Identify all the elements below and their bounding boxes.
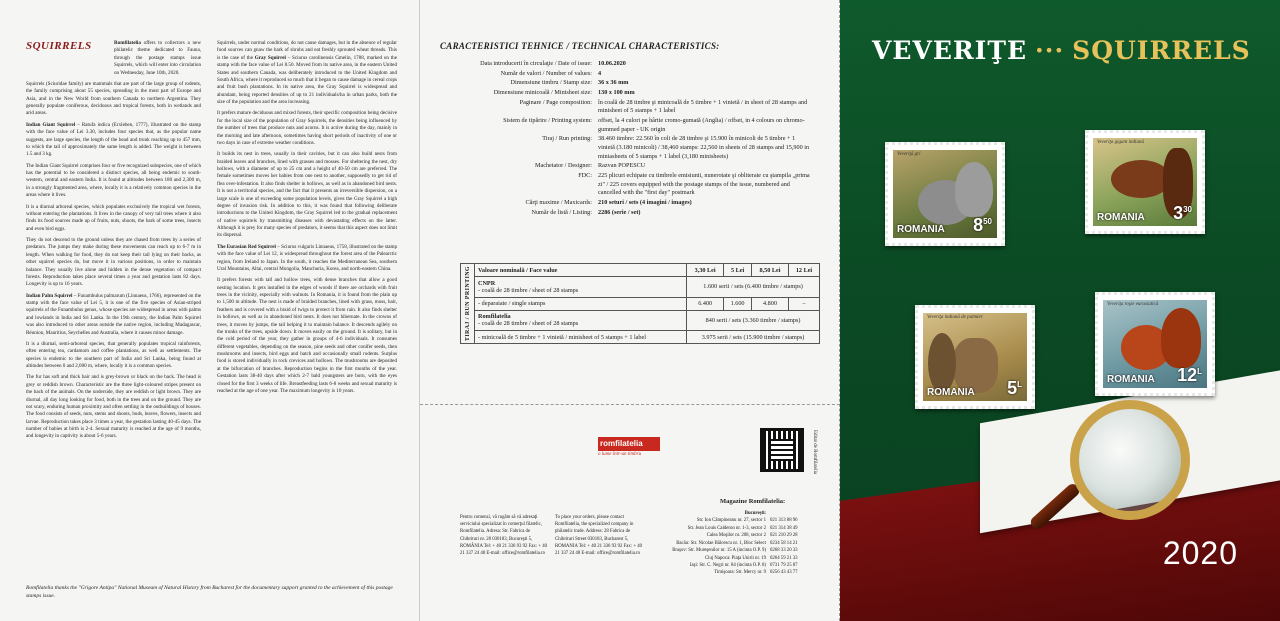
issue-year: 2020	[1162, 535, 1238, 571]
spec-row	[420, 162, 840, 171]
title-separator: ···	[1035, 36, 1065, 65]
cell: 1.600	[724, 297, 752, 310]
technical-page	[420, 0, 840, 621]
stamp-value: 8	[973, 215, 984, 235]
spec-value: 10.06.2020	[598, 60, 626, 67]
spec-list	[420, 60, 840, 218]
store-phone: 021 314 38 49	[770, 525, 798, 531]
stamp-gray-squirrel[interactable]	[885, 142, 1005, 246]
magnifying-glass-icon	[1070, 400, 1190, 520]
row-label: - coală de 28 timbre / sheet of 28 stamps	[478, 286, 579, 294]
spec-label: Paginare / Page composition:	[519, 98, 592, 106]
stamp-caption: Veveriţa indiană de palmier	[927, 315, 983, 320]
spec-value: 2286 (serie / set)	[598, 208, 641, 216]
run-printing-table	[460, 263, 820, 344]
spec-row	[420, 99, 840, 116]
spec-value: offset, la 4 culori pe hârtie cromo-gumată (Anglia) / offset, in 4 colours on chromo-gummed paper - UK origin	[598, 117, 805, 133]
store-address: Calea Moşilor nr. 208, sector 2	[706, 533, 766, 539]
paragraph: Squirrels, under normal conditions, do not cause damages, but in the absence of regular food sources can gnaw the bark of shrubs and eat freshly sprouted wheat threads. This is the case of the	[217, 40, 397, 61]
stamp-indian-palm-squirrel[interactable]	[915, 305, 1035, 409]
spec-label: Număr de valori / Number of values:	[500, 69, 592, 77]
row-value: 3.975 serii / sets (15.900 timbre / stamps)	[687, 331, 820, 344]
paragraph: It builds its nest in trees, usually in their cavities, but it can also build nests from braided leaves and branches, lined with grasses and mosses. For sheltering the nest, dry hollows, with a diameter of up to 25 cm and a height of 40-50 cm are preferred. The female sometimes moves her babies from one nest to another, supposedly to get rid of flea over-infestation. It also finds shelter in hollows, as well as in abandoned bird nests. It is not a territorial species, and the fact that it presents an irreversible dispersion, on a large scale is one of exceeding some population levels, gives the Gray Squirrel a high degree of invasion risk. In addition to this, it was found that following deliberate introductions to the United Kingdom, the Gray Squirrel led to the gradual replacement of native squirrels by transmitting diseases with devastating effects on the latter. Although it is prey for many species of predators, it seems that this aspect does not limit its dispersal.	[217, 151, 397, 239]
store-address: Bacău: Str. Nicolae Bălcescu nr. 1, Bloc Select	[676, 540, 766, 546]
store-address: Str. Ion Câmpineanu nr. 27, sector 1	[696, 518, 766, 524]
order-info-en: To place your orders, please contact Romfilatelia, the specialized company in philatelic trade. Address: 28 Fabrica de Chibrituri Street 030183, Bucharest 5, ROMANIA Tel: + 40 21 336 93 92 Fax: + 40 21 337 24 48 E-mail: office@romfilatelia.ro	[555, 515, 643, 556]
stamp-country: ROMANIA	[1097, 212, 1145, 223]
store-phone: 0264 59 21 33	[770, 555, 798, 561]
store-phone	[770, 510, 825, 517]
store-address: Timişoara: Str. Mercy nr. 9	[714, 570, 766, 576]
row-value: 1.600 serii / sets (6.400 timbre / stamps)	[687, 277, 820, 298]
paragraph: It is a diurnal arboreal species, which populates exclusively the tropical wet forests, without entering the plantations. It lives in the canopy of very tall trees where it also finds its food sources made up of fruits, nuts, shoots, the bark of some trees, insects and even bird eggs.	[26, 203, 201, 232]
store-phone: 0268 33 20 33	[770, 548, 798, 554]
publisher-note: Editat de Romfilatelia	[812, 430, 817, 475]
col-head: 5 Lei	[724, 264, 752, 277]
text-column-left	[26, 40, 201, 445]
stamp-caption: Veveriţă gri	[897, 152, 921, 157]
stamp-country: ROMANIA	[927, 387, 975, 398]
stamp-value-sub: 50	[983, 217, 992, 226]
paragraph: – Sciurus carolinensis Gmelin, 1788, marked on the stamp with the face value of Lei 8.50. Moved from its native area, in the eastern United States and southern Canada, was deliberately introduced to the United Kingdom and South Africa, where it reproduced so much that it began to cause damage in cereal crops and fruit bush plantations. In its native area, the Gray Squirrel is widespread and abundant, being reported densities of up to 21 individuals/ha in urban parks, both the size of the population and the area increasing.	[217, 54, 397, 105]
intro-lead: Romfilatelia	[114, 40, 141, 46]
row-label: - coală de 28 timbre / sheet of 28 stamps	[478, 320, 579, 328]
row-group: CNPR	[478, 279, 496, 287]
species-heading: Indian Palm Squirrel	[26, 292, 73, 299]
store-address: Cluj Napoca: Piaţa Unirii nr. 19	[704, 555, 766, 561]
row-value: 840 serii / sets (3.360 timbre / stamps)	[687, 310, 820, 331]
stamp-caption: Veveriţa roşie eurasiatică	[1107, 302, 1159, 307]
row-label: - deparaiate / single stamps	[475, 297, 687, 310]
store-address: Str. Jean Louis Calderon nr. 1-3, sector 2	[687, 525, 766, 531]
logo-tagline: o lume într-un timbru	[598, 452, 642, 457]
cell: 4.800	[751, 297, 788, 310]
cover-title	[872, 36, 1251, 65]
store-row	[650, 532, 830, 539]
cover-page	[840, 0, 1280, 621]
stamp-caption: Veveriţa gigant indiană	[1097, 140, 1144, 145]
paragraph: The fur has soft and thick hair and is grey-brown or black on the back. The head is grey or reddish brown. Characteristic are the three light-coloured stripes present on the back of the animals. On the underside, they are reddish or light brown. They are diurnal, all day long looking for food, both in the trees and on the ground. They are not scary, enduring human proximity and often settling in the outbuildings of houses. The food consists of seeds, nuts, stems and shoots, buds, leaves, flowers, insects and larvae. Reproduction takes place 3 times a year, the gestation lasting 40-45 days. The number of babies at birth is 2-4. Sexual maturity is reached at the age of 9 months, and longevity in captivity is about 5-6 years.	[26, 374, 201, 440]
text-column-right	[217, 40, 397, 399]
spec-value: în coală de 28 timbre şi minicoală de 5 timbre + 1 vinietă / in sheet of 28 stamps and minisheet of 5 stamps + 1 label	[598, 98, 808, 115]
title-english: SQUIRRELS	[1072, 36, 1251, 65]
store-address: Iaşi: Str. C. Negri nr. 84 (incinta O.P. 8)	[689, 562, 766, 568]
spec-value: 130 x 100 mm	[598, 89, 635, 97]
stores-list	[650, 510, 830, 577]
stamp-value-sub: 30	[1183, 205, 1192, 214]
spec-label: Dimensiune minicoală / Minisheet size:	[493, 89, 592, 97]
col-head: 12 Lei	[789, 264, 820, 277]
store-address: Braşov: Str. Mureşenilor nr. 15 A (incinta O.P. 9)	[672, 548, 766, 554]
store-row	[650, 525, 830, 532]
col-head: 3,30 Lei	[687, 264, 724, 277]
spec-row	[420, 89, 840, 98]
store-row	[650, 510, 830, 517]
spec-row	[420, 60, 840, 69]
stamp-red-squirrel[interactable]	[1095, 292, 1215, 396]
spec-value: 225 plicuri echipate cu timbrele emisiunii, nunerotate şi obliterate cu ştampila „prima zi" / 225 covers equipped with the postage stamps of the issue, numbered and cancelled with the "first day" postmark	[598, 172, 810, 197]
spec-label: Data introducerii în circulaţie / Date of issue:	[480, 60, 592, 67]
paragraph: – Funambulus palmarum (Linnaeus, 1766), represented on the stamp with the face value of Lei 5, it is one of the five species of Asian-striped squirrels of the Funambulus genus, whose species are widespread in areas with palms and lowlands in India and Sri Lanka. In the 19th century, the Indian Palm Squirrel was also introduced to other areas outside the native region, including Madagascar, Réunion, Mauritius, Seychelles and Australia, where it causes minor damage.	[26, 292, 202, 336]
row-label: - minicoală de 5 timbre + 1 vinietă / minisheet of 5 stamps + 1 label	[475, 331, 687, 344]
spec-row	[420, 135, 840, 161]
store-address: Bucureşti:	[744, 511, 766, 516]
stamp-indian-giant-squirrel[interactable]	[1085, 130, 1205, 234]
table-head: Valoare nominală / Face value	[475, 264, 687, 277]
stamp-value-sub: L	[1017, 380, 1022, 389]
species-heading: The Eurasian Red Squirrel	[217, 243, 276, 250]
store-row	[650, 547, 830, 554]
paragraph: They do not descend to the ground unless they are chased from trees by a series of predators. The jumps they make during these movements can reach up to 6-7 m in length. When walking for food, they do not keep their tail lying on their backs, as other squirrel species do, but move it in various positions, in order to maintain balance. They usually live alone and hidden in the dense vegetation of compact forests. Reproduction takes place several times a year and gestation lasts 82 days. Longevity is up to 16 years.	[26, 237, 201, 288]
store-phone: 0234 58 14 21	[770, 540, 798, 546]
text-page	[0, 0, 420, 621]
stamp-value: 12	[1177, 365, 1198, 385]
store-row	[650, 517, 830, 524]
paragraph: Squirrels (Sciuridae family) are mammals that are part of the large group of rodents, the family comprising about 55 species, spreading in the most part of Europe and Asia, and in the New World from southern Canada to northern Argentina. They generally populate coniferous, deciduous and tropical forests, both in wetlands and arid areas.	[26, 80, 201, 117]
spec-label: Dimensiune timbru / Stamp size:	[510, 79, 592, 87]
fold-line	[420, 404, 840, 405]
spec-label: Machetator / Designer:	[534, 162, 592, 170]
store-phone: 0256 43 43 77	[770, 570, 798, 576]
species-heading: Indian Giant Squirrel	[26, 121, 76, 128]
paragraph: It prefers mature deciduous and mixed forests, their specific composition being decisive for the local size of the population of Gray Squirrels, the densities being influenced by the number of trees that produce nuts and acorns. It is active during the day, mainly in the morning and late afternoon, sometimes having short periods of inactivity of one or two days in case of extreme weather conditions.	[217, 110, 397, 146]
store-phone: 021 313 88 96	[770, 518, 798, 524]
paragraph: It prefers forests with tall and hollow trees, with dense branches that allow a good nesting location. It gets installed in the edges of woods if there are orchards with fruit trees in the vicinity, especially with walnuts. In Romania, it is found from the plain up to 1,500 m altitude. The nest is made of braided branches, lined with grass, moss, hair, feathers and is covered with a braid of twigs to protect it from rain. It also finds shelter in hollows, as well as in abandoned bird nests. It does not hibernate. In the crowns of trees, it moves by jumps, the tail helping it to maintain balance. It descends agilely on the trunks of the trees, upside down. It moves easily on the ground. It is solitary, but in the cold period of the year, they gather in groups of 4-6 individuals. It consumes different vegetables, depending on the season, pine seeds and other conifer seeds, then mushrooms and insects, bird eggs and hatch and occasionally small rodents. Surplus food is stored individually in rock crevices and hollows. The mushrooms are deposited at the bifurcation of branches. Reproduction begins in the first months of the year. Gestation lasts 38-40 days after which 2-7 bald youngsters are born, with the eyes closed for the first 3 weeks of life. Breastfeeding lasts 6-8 weeks and sexual maturity is reached at the age of one year. The maximum longevity is 10 years.	[217, 277, 397, 394]
stores-title: Magazine Romfilatelia:	[720, 498, 786, 505]
store-phone: 021 210 29 28	[770, 533, 798, 539]
section-title: SQUIRRELS	[26, 40, 92, 52]
store-row	[650, 562, 830, 569]
store-row	[650, 540, 830, 547]
spec-value: 36 x 36 mm	[598, 79, 629, 87]
store-row	[650, 555, 830, 562]
spec-row	[420, 117, 840, 134]
spec-value: Razvan POPESCU	[598, 162, 646, 170]
spec-value: 38.460 timbre: 22.560 în coli de 28 timbre şi 15.900 în minicoli de 5 timbre + 1 vinietă (3.180 minicoli) / 38,460 stamps: 22,560 in sheets of 28 stamps and 15,900 in miniasheets of 5 stamps + 1 label (3,180 minisheets)	[598, 135, 810, 160]
spec-value: 210 seturi / sets (4 imagini / images)	[598, 199, 692, 207]
spec-row	[420, 199, 840, 208]
intro-text: offers to collectors a new philatelic theme dedicated to Fauna, through the postage stamps issue Squirrels, which will enter into circulation on Wednesday, June 10th, 2020.	[114, 40, 201, 76]
stamp-country: ROMANIA	[1107, 374, 1155, 385]
spec-row	[420, 172, 840, 198]
stamp-value-sub: L	[1197, 367, 1202, 376]
paragraph: – Ratufa indica (Erxleben, 1777), illustrated on the stamp with the face value of Lei 3.30, includes four species that, as the popular name suggests, are large species, the length of the head and trunk reaching up to 457 mm, to which the tail of approximately the same length is added. The weight is between 1.5 and 3 kg.	[26, 121, 201, 158]
spec-row	[420, 79, 840, 88]
cell: –	[789, 297, 820, 310]
species-heading: Gray Squirrel	[254, 54, 286, 61]
logo-name: romfilatelia	[600, 439, 643, 448]
spec-label: FDC:	[578, 172, 592, 180]
paragraph: – Sciurus vulgaris Linnaeus, 1758, illustrated on the stamp with the face value of Lei 12, is widespread throughout the forest area of the Palearctic region, from Ireland to Japan. In the south, it reaches the Mediterranean Sea, southern Ural Mountains, Altai, central Mongolia, Manchuria, Korea, and north-eastern China.	[217, 243, 398, 272]
spec-row	[420, 209, 840, 218]
order-info-ro: Pentru comenzi, vă rugăm să vă adresaţi serviciului specializat în comerţul filatelic, Romfilatelia. Adresa: Str. Fabrica de Chibrituri nr. 28 030183, Bucureşti 5, ROMÂNIA Tel: + 40 21 336 93 92 Fax: + 40 21 337 24 48 E-mail: office@romfilatelia.ro	[460, 515, 548, 556]
stamp-country: ROMANIA	[897, 224, 945, 235]
qr-code-icon[interactable]	[760, 428, 804, 472]
store-phone: 0731 79 25 87	[770, 562, 798, 568]
spec-label: Tiraj / Run printing:	[542, 135, 592, 143]
row-group: Romfilatelia	[478, 313, 511, 321]
spec-label: Sistem de tipărire / Printing system:	[503, 117, 592, 125]
stamp-value: 3	[1173, 203, 1184, 223]
credit-note: Romfilatelia thanks the "Grigore Antipa" National Museum of Natural History from Bucharest for the documentary support granted to the achievement of this postage stamps issue.	[26, 585, 393, 599]
romfilatelia-logo	[598, 437, 660, 461]
stamp-value: 5	[1007, 378, 1018, 398]
paragraph: It is a diurnal, semi-arboreal species, that generally populates tropical rainforests, often entering tea, cardamom and coffee plantations, as well as settlements. The species is endemic to the southern part of India and Sri Lanka, being found at altitudes between 0 and 2,000 m, where, locally it is a common species.	[26, 340, 201, 369]
store-row	[650, 569, 830, 576]
paragraph: The Indian Giant Squirrel comprises four or five recognized subspecies, one of which has the potential to be considered a distinct species, all being endemic to south-western, central and eastern India. It is found at altitudes between 180 and 2,300 m, in a strongly fragmented area, where, locally it is a relatively common species in the areas where it lives.	[26, 162, 201, 199]
col-head: 8,50 Lei	[751, 264, 788, 277]
spec-row	[420, 70, 840, 79]
spec-label: Cărţi maxime / Maxicards:	[525, 199, 592, 207]
cell: 6.400	[687, 297, 724, 310]
spec-value: 4	[598, 69, 602, 77]
table-side-label: TIRAJ / RUN PRINTING	[461, 264, 475, 344]
spec-label: Număr de listă / Listing:	[531, 208, 592, 216]
title-romanian: VEVERIŢE	[872, 36, 1028, 65]
tech-title: CARACTERISTICI TEHNICE / TECHNICAL CHARACTERISTICS:	[440, 41, 720, 51]
